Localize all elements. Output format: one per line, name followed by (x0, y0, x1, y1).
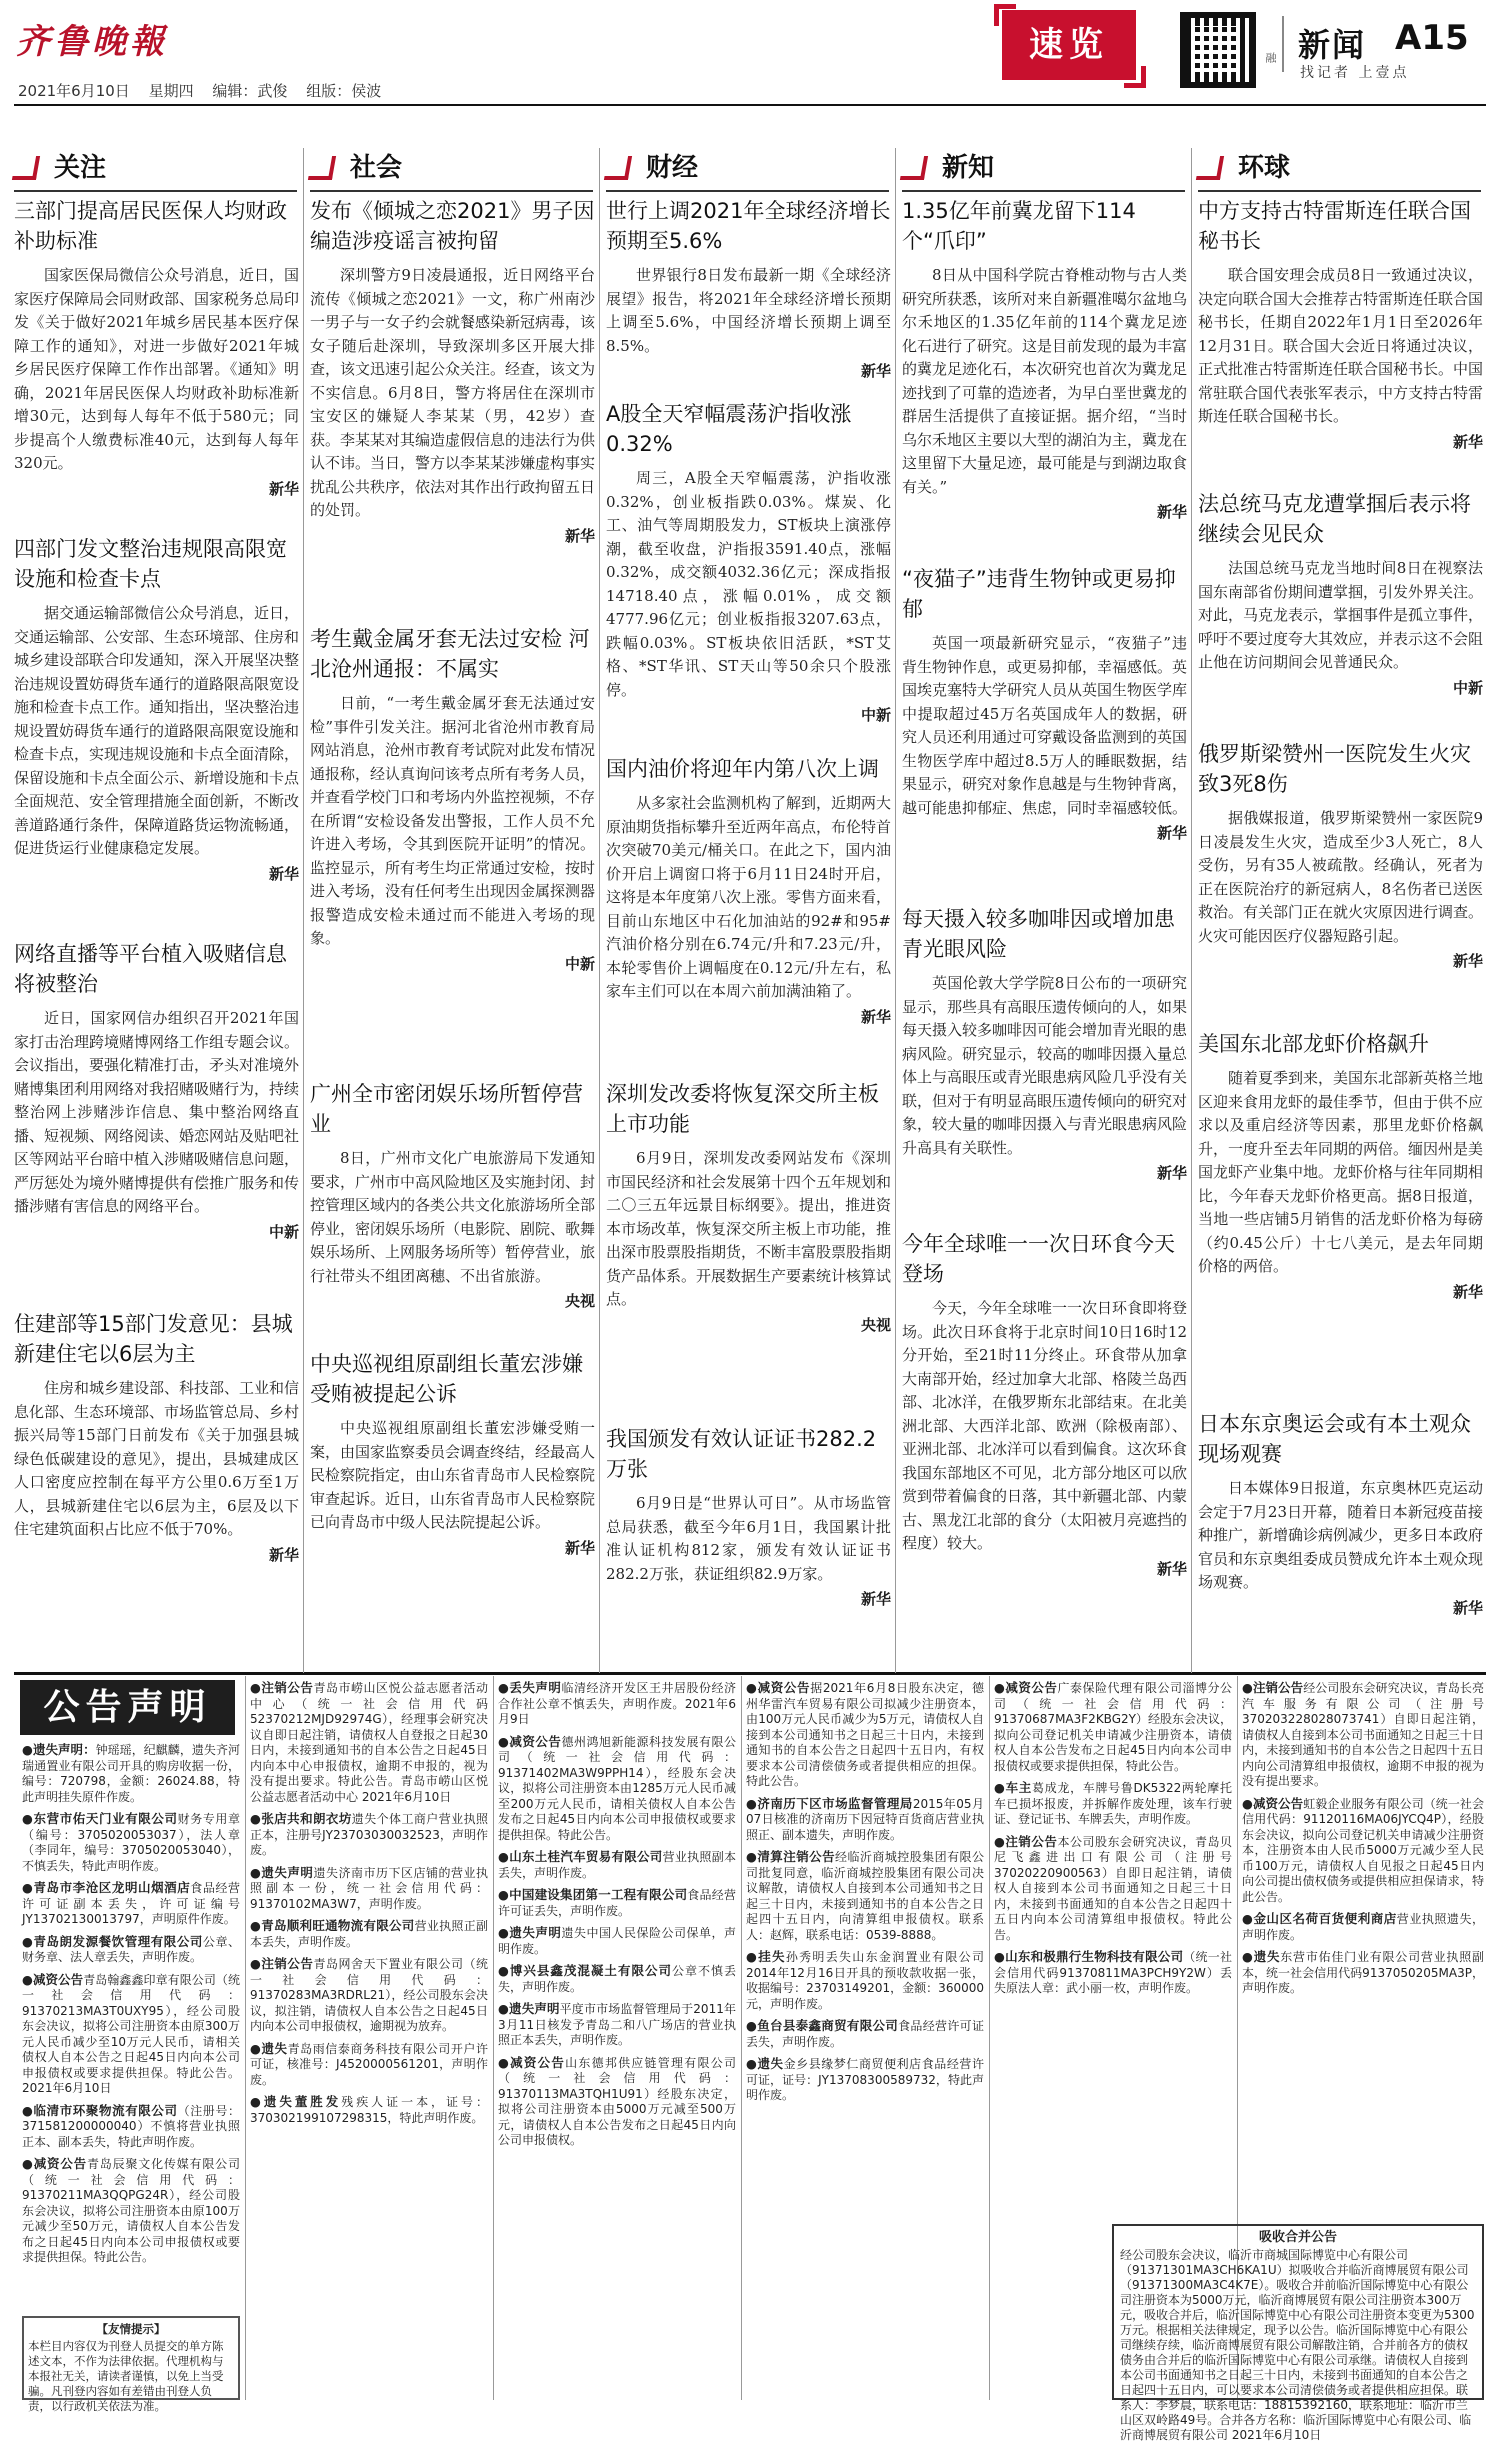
section-badge: 速览 (1002, 10, 1136, 80)
article-body: 周三，A股全天窄幅震荡，沪指收涨0.32%，创业板指跌0.03%。煤炭、化工、油气等周期股发力，ST板块上演涨停潮，截至收盘，沪指报3591.40点，涨幅0.32%，成交额4032.36亿元；深成指报14718.40点，涨幅0.01%，成交额4777.96亿元；创业板指报3207.63点，跌幅0.03%。ST板块依旧活跃，*ST艾格、*ST华讯、ST天山等50余只个股涨停。 (606, 469, 891, 699)
notice-text: 2015年05月07日核准的济南历下因冠特百货商店营业执照正、副本遗失，声明作废。 (746, 1796, 984, 1842)
legal-notice (250, 1918, 488, 1950)
article-source: 新华 (1452, 952, 1483, 970)
legal-notice (250, 1680, 488, 1805)
article-headline[interactable]: 四部门发文整治违规限高限宽设施和检查卡点 (14, 537, 287, 591)
article-source: 新华 (1156, 1559, 1187, 1578)
notice-text: （注册号：371581200000040）不慎将营业执照正本、副本丢失，特此声明作废。 (22, 2103, 240, 2149)
notice-text: 青岛网舍天下置业有限公司（统一社会信用代码：91370283MA3RDRL21），经公司股东会决议，拟注销，请债权人自本公告之日起45日内向本公司申报债权，逾期视为放弃。 (250, 1957, 488, 2033)
notice-heading: ●减资公告 (498, 1733, 562, 1749)
notice-text: 经公司股东会研究决议，青岛长亮汽车服务有限公司（注册号370203228028073741）自即日起注销，请债权人自接到本公司书面通知之日起三十日内，未接到通知书的自本公告之日起四十五日内向公司清算组申报债权，逾期不申报的视为没有提出要求。 (1242, 1681, 1484, 1788)
notice-text: 遗失中国人民保险公司保单，声明作废。 (498, 1926, 736, 1956)
column-title: 环球 (1238, 153, 1291, 183)
article-headline[interactable]: 三部门提高居民医保人均财政补助标准 (14, 199, 287, 253)
legal-notice (22, 1811, 240, 1874)
article-source: 新华 (1452, 1598, 1483, 1617)
notice-text: 平度市市场监督管理局于2011年3月11日核发予青岛二和八广场店的营业执照正本丢失，声明作废。 (498, 2002, 736, 2047)
article-source: 新华 (860, 1590, 891, 1608)
article[interactable] (606, 1424, 891, 1609)
notice-heading: ●减资公告 (1242, 1795, 1304, 1811)
article-source: 新华 (564, 526, 595, 545)
article-headline[interactable]: 中方支持古特雷斯连任联合国秘书长 (1198, 199, 1471, 253)
legal-notice (498, 1734, 736, 1844)
legal-notice (22, 1742, 240, 1805)
article-body: 法国总统马克龙当地时间8日在视察法国东南部省份期间遭掌掴，引发外界关注。对此，马克龙表示，掌掴事件是孤立事件，呼吁不要过度夸大其效应，并表示这不会阻止他在访问期间会见普通民众。 (1198, 559, 1484, 671)
notice-text: 钟瑶瑶，纪麒麟，遗失齐河瑞通置业有限公司开具的购房收据一份，编号：720798，金额：26024.88，特此声明挂失原件作废。 (22, 1743, 240, 1804)
legal-notice (22, 2103, 240, 2151)
newspaper-logo: 齐鲁晚報 (16, 22, 168, 62)
notice-text: 经临沂商城控股集团有限公司批复同意，临沂商城控股集团有限公司决议解散，请债权人自接到本公司通知书之日起三十日内，未接到通知书的自本公告之日起四十五日内，向清算组申报债权。联系人：赵辉，联系电话：0539-8888。 (746, 1850, 984, 1942)
notice-heading: ●遗失 (250, 2040, 288, 2056)
ad-column-4 (746, 1680, 984, 2400)
notice-text: 虹毅企业服务有限公司（统一社会信用代码：91120116MA06JYCQ4P），经股东会决议，拟向公司登记机关申请减少注册资本，注册资本由人民币5000万元减少至人民币100万元，请债权人自见报之日起45日内向公司提出债权债务或提供相应担保请求，特此公告。 (1242, 1796, 1484, 1904)
column-rule (14, 190, 297, 192)
notice-text: （统一社会信用代码91370811MA3PCH9Y2W）丢失原法人章：武小丽一枚，声明作废。 (994, 1950, 1232, 1995)
editor-credit: 编辑：武俊 (212, 82, 288, 100)
column-divider (895, 148, 896, 1673)
notice-heading: ●山东土桂汽车贸易有限公司 (498, 1849, 663, 1864)
article[interactable] (310, 624, 595, 974)
section-marker-icon (310, 154, 340, 184)
legal-notice (250, 1811, 488, 1859)
section-marker-icon (902, 154, 932, 184)
notice-heading: ●减资公告 (746, 1680, 811, 1695)
reporter-hotline: 找记者 上壹点 (1300, 65, 1410, 81)
article-headline[interactable]: “夜猫子”违背生物钟或更易抑郁 (902, 567, 1176, 621)
article-source: 新华 (1452, 1282, 1483, 1301)
article-source: 新华 (268, 1545, 299, 1564)
corner-bracket-icon (1124, 66, 1146, 88)
legal-notice (22, 1880, 240, 1928)
article[interactable] (1198, 1029, 1483, 1302)
article-headline[interactable]: 中央巡视组原副组长董宏涉嫌受贿被提起公诉 (310, 1352, 583, 1406)
article-headline[interactable]: 俄罗斯梁赞州一医院发生火灾致3死8伤 (1198, 742, 1471, 796)
notice-heading: ●挂失 (746, 1949, 786, 1964)
article-body: 联合国安理会成员8日一致通过决议，决定向联合国大会推荐古特雷斯连任联合国秘书长，任期自2022年1月1日至2026年12月31日。联合国大会近日将通过决议，正式批准古特雷斯连任联合国秘书长。中国常驻联合国代表张军表示，中方支持古特雷斯连任联合国秘书长。 (1198, 266, 1484, 425)
column-head-5 (1198, 148, 1481, 188)
notice-text: 青岛雨信泰商务科技有限公司开户许可证，核准号：J4520000561201，声明作废。 (250, 2041, 488, 2087)
article[interactable] (902, 1229, 1187, 1579)
article-source: 新华 (860, 1007, 891, 1026)
article-headline[interactable]: 住建部等15部门发意见：县城新建住宅以6层为主 (14, 1312, 293, 1366)
article[interactable] (902, 564, 1187, 843)
legal-notice (250, 1956, 488, 2035)
legal-notice (746, 1949, 984, 2012)
qr-code-icon[interactable] (1180, 12, 1256, 88)
article[interactable] (310, 196, 595, 546)
notice-heading: ●减资公告 (498, 2054, 566, 2070)
article-source: 新华 (268, 479, 299, 498)
article[interactable] (14, 939, 299, 1242)
article[interactable] (1198, 739, 1483, 971)
ad-divider (493, 1676, 494, 2400)
legal-notice (498, 2055, 736, 2149)
notice-text: 残疾人证一本，证号：370302199107298315，特此声明作废。 (250, 2095, 488, 2125)
column-title: 关注 (54, 153, 107, 183)
article-body: 6月9日，深圳发改委网站发布《深圳市国民经济和社会发展第十四个五年规划和二〇三五年远景目标纲要》。提出，推进资本市场改革，恢复深交所主板上市功能，推出深市股票股指期货，不断丰富股票股指期货产品体系。开展数据生产要素统计核算试点。 (606, 1149, 892, 1308)
notice-heading: ●遗失 (1242, 1949, 1281, 1964)
column-title: 财经 (646, 153, 699, 183)
article-source: 新华 (860, 362, 891, 380)
legal-notice (994, 1834, 1232, 1944)
legal-notice (250, 1865, 488, 1913)
notice-heading: ●东营市佑天门业有限公司 (22, 1811, 178, 1826)
article-headline[interactable]: 国内油价将迎年内第八次上调 (606, 757, 879, 781)
article-body: 随着夏季到来，美国东北部新英格兰地区迎来食用龙虾的最佳季节，但由于供不应求以及重启经济等因素，那里龙虾价格飙升，一度升至去年同期的两倍。缅因州是美国龙虾产业集中地。龙虾价格与往年同期相比，今年春天龙虾价格更高。据8日报道，当地一些店铺5月销售的活龙虾价格为每磅（约0.45公斤）十七八美元，是去年同期价格的两倍。 (1198, 1069, 1484, 1275)
notice-heading: ●减资公告 (22, 2156, 87, 2171)
notice-text: 德州鸿旭新能源科技发展有限公司（统一社会信用代码：91371402MA3W9PPH14），经股东会决议，拟将公司注册资本由1285万元人民币减至200万元人民币，请相关债权人自本公告发布之日起45日内向本公司申报债权或要求提供担保。特此公告。 (498, 1734, 736, 1842)
notice-text: 临清经济开发区王井居股份经济合作社公章不慎丢失，声明作废。2021年6月9日 (498, 1681, 736, 1726)
legal-notice (498, 2001, 736, 2049)
legal-notice (250, 2041, 488, 2089)
notice-heading: ●青岛顺利旺通物流有限公司 (250, 1918, 415, 1933)
legal-notice (994, 1780, 1232, 1828)
notice-heading: ●遗失声明： (22, 1742, 96, 1757)
notice-text: 食品经营许可证丢失，声明作废。 (498, 1888, 736, 1918)
article-body: 据交通运输部微信公众号消息，近日，交通运输部、公安部、生态环境部、住房和城乡建设部联合印发通知，深入开展坚决整治违规设置妨碍货车通行的道路限高限宽设施和检查卡点工作。通知指出，坚决整治违规设置妨碍货车通行的道路限高限宽设施和检查卡点，实现违规设施和卡点全面清除，保留设施和卡点全面公示、新增设施和卡点全面规范、安全管理措施全面创新，不断改善道路通行条件，保障道路货运物流畅通，促进货运行业健康稳定发展。 (14, 604, 300, 857)
column-divider (303, 148, 304, 1673)
legal-notice (498, 1680, 736, 1728)
column-title: 社会 (350, 153, 403, 183)
article-headline[interactable]: 网络直播等平台植入吸赌信息将被整治 (14, 942, 287, 996)
article-source: 新华 (1452, 432, 1483, 451)
legal-notice (994, 1680, 1232, 1774)
article-body: 6月9日是“世界认可日”。从市场监管总局获悉，截至今年6月1日，我国累计批准认证机构812家，颁发有效认证证书282.2万张，获证组织82.9万家。 (606, 1494, 891, 1583)
notice-body: 本栏目内容仅为刊登人员提交的单方陈述文本，不作为法律依据。代理机构与本报社无关，请读者谨慎，以免上当受骗。凡刊登内容如有差错由刊登人负责，以行政机关依法为准。 (28, 2339, 224, 2413)
notice-heading: ●鱼台县泰鑫商贸有限公司 (746, 2018, 899, 2033)
design-credit: 组版：侯波 (306, 82, 382, 100)
qr-label: 融 (1264, 52, 1277, 63)
ad-column-5 (994, 1680, 1232, 2220)
legal-notice (1242, 1949, 1484, 1997)
notice-text: 葛成龙，车牌号鲁DK5322两轮摩托车已损坏报废，并拆解作废处理，该车行驶证、登记证书、车牌丢失，声明作废。 (994, 1781, 1232, 1826)
article-headline[interactable]: 广州全市密闭娱乐场所暂停营业 (310, 1082, 583, 1136)
article-source: 中新 (564, 954, 595, 973)
article[interactable] (902, 196, 1187, 522)
notice-heading: ●山东和极鼎行生物科技有限公司 (994, 1949, 1184, 1964)
article-headline[interactable]: 发布《倾城之恋2021》男子因编造涉疫谣言被拘留 (310, 199, 595, 253)
legal-notice (994, 1949, 1232, 1997)
legal-notice (250, 2094, 488, 2126)
article[interactable] (1198, 196, 1483, 452)
legal-notice (746, 2056, 984, 2104)
notice-text: 孙秀明丢失山东金润置业有限公司2014年12月16日开具的预收款收据一张，收据编号：23703149201，金额：360000元，声明作废。 (746, 1950, 984, 2011)
ad-column-2 (250, 1680, 488, 2400)
article-body: 英国一项最新研究显示，“夜猫子”违背生物钟作息，或更易抑郁，幸福感低。英国埃克塞特大学研究人员从英国生物医学库中提取超过45万名英国成年人的数据，研究人员还利用通过可穿戴设备监测到的英国生物医学库中超过8.5万人的睡眠数据，结果显示，研究对象作息越是与生物钟背离，越可能患抑郁症、焦虑，同时幸福感较低。 (902, 634, 1188, 817)
friendly-notice (22, 2316, 240, 2413)
article[interactable] (606, 1079, 891, 1335)
column-head-4 (902, 148, 1185, 188)
ads-label: 公告声明 (20, 1680, 235, 1735)
article-headline[interactable]: 今年全球唯一一次日环食今天登场 (902, 1232, 1175, 1286)
legal-notice (498, 1925, 736, 1957)
notice-text: 青岛辰聚文化传媒有限公司（统一社会信用代码：91370211MA3QQPG24R），经公司股东会决议，拟将公司注册资本由原100万元减少至50万元，请债权人自本公告发布之日起45日内向本公司申报债权或要求提供担保。特此公告。 (22, 2157, 240, 2264)
legal-notice (498, 1887, 736, 1919)
article-source: 新华 (564, 1538, 595, 1557)
notice-heading: ●中国建设集团第一工程有限公司 (498, 1887, 688, 1902)
notice-heading: ●遗失声明 (498, 1925, 562, 1940)
notice-heading: ●遗失 (746, 2056, 784, 2071)
notice-text: 青岛翰鑫鑫印章有限公司（统一社会信用代码：91370213MA3T0UXY95），经公司股东会决议，拟将公司注册资本由原300万元人民币减少至10万元人民币，请相关债权人自本公告之日起45日内向本公司申报债权或要求提供担保。特此公告。2021年6月10日 (22, 1972, 240, 2095)
article-headline[interactable]: 每天摄入较多咖啡因或增加患青光眼风险 (902, 907, 1175, 961)
legal-notice (746, 1796, 984, 1844)
notice-heading: ●减资公告 (22, 1971, 84, 1987)
ad-divider (245, 1676, 246, 2400)
article-source: 央视 (860, 1315, 891, 1334)
article[interactable] (14, 196, 299, 499)
article-source: 新华 (1156, 824, 1187, 842)
notice-text: 遗失个体工商户营业执照正本，注册号JY23703030032523，声明作废。 (250, 1812, 488, 1857)
article[interactable] (310, 1349, 595, 1558)
masthead (0, 0, 1500, 110)
article-source: 新华 (1156, 1164, 1187, 1182)
section-marker-icon (14, 154, 44, 184)
legal-notice (498, 1963, 736, 1995)
notice-heading: ●丢失声明 (498, 1680, 562, 1695)
article[interactable] (310, 1079, 595, 1311)
notice-text: 财务专用章（编号：3705020053037），法人章（李同年，编号：3705020053040），不慎丢失，特此声明作废。 (22, 1812, 240, 1873)
notice-text: 金乡县缘梦仁商贸便利店食品经营许可证，证号：JY13708300589732，特此声明作废。 (746, 2057, 984, 2102)
article[interactable] (606, 399, 891, 725)
legal-notice (22, 1934, 240, 1966)
article-headline[interactable]: 深圳发改委将恢复深交所主板上市功能 (606, 1082, 879, 1136)
column-divider (1191, 148, 1192, 1673)
article-headline[interactable]: 法总统马克龙遭掌掴后表示将继续会见民众 (1198, 492, 1471, 546)
article-headline[interactable]: A股全天窄幅震荡沪指收涨0.32% (606, 402, 852, 456)
article-body: 中央巡视组原副组长董宏涉嫌受贿一案，由国家监察委员会调查终结，经最高人民检察院指定，由山东省青岛市人民检察院审查起诉。近日，山东省青岛市人民检察院已向青岛市中级人民法院提起公诉。 (310, 1419, 596, 1531)
article-body: 8日从中国科学院古脊椎动物与古人类研究所获悉，该所对来自新疆准噶尔盆地乌尔禾地区的1.35亿年前的114个冀龙足迹化石进行了研究。这是目前发现的最为丰富的冀龙足迹化石，本次研究也首次为冀龙足迹找到了可靠的造迹者，为早白垩世冀龙的群居生活提供了直接证据。据介绍，“当时乌尔禾地区主要以大型的湖泊为主，冀龙在这里留下大量足迹，最可能是与到湖边取食有关。” (902, 266, 1188, 496)
column-head-2 (310, 148, 593, 188)
article-body: 从多家社会监测机构了解到，近期两大原油期货指标攀升至近两年高点，布伦特首次突破70美元/桶关口。在此之下，国内油价开启上调窗口将于6月11日24时开启，这将是本年度第八次上涨。零售方面来看，目前山东地区中石化加油站的92#和95#汽油价格分别在6.74元/升和7.23元/升，本轮零售价上调幅度在0.12元/升左右，私家车主们可以在本周六前加满油箱了。 (606, 794, 892, 1000)
merger-body: 经公司股东会决议，临沂市商城国际博览中心有限公司（91371301MA3CH6KA1U）拟吸收合并临沂商博展贸有限公司（91371300MA3C4K7E）。吸收合并前临沂国际博览中心有限公司注册资本为5000万元，临沂商博展贸有限公司注册资本300万元，吸收合并后，临沂国际博览中心有限公司注册资本变更为5300万元。根据相关法律规定，现予以公告。临沂国际博览中心有限公司继续存续，临沂商博展贸有限公司解散注销，合并前各方的债权债务由合并后的临沂国际博览中心有限公司承继。请债权人自接到本公司书面通知书之日起三十日内，未接到书面通知的自本公告之日起四十五日内，可以要求本公司清偿债务或者提供相应担保。联系人：李梦晨，联系电话：18815392160，联系地址：临沂市兰山区双岭路49号。合并各方名称：临沂国际博览中心有限公司、临沂商博展贸有限公司 2021年6月10日 (1120, 2248, 1475, 2442)
legal-notice (746, 1849, 984, 1943)
section-marker-icon (1198, 154, 1228, 184)
legal-notice (22, 1972, 240, 2097)
article-body: 英国伦敦大学学院8日公布的一项研究显示，那些具有高眼压遗传倾向的人，如果每天摄入较多咖啡因可能会增加青光眼的患病风险。研究显示，较高的咖啡因摄入量总体上与高眼压或青光眼患病风险几乎没有关联，但对于有明显高眼压遗传倾向的研究对象，较大量的咖啡因摄入与青光眼患病风险升高具有关联性。 (902, 974, 1188, 1157)
top-rule (14, 104, 1486, 106)
legal-notice (1242, 1796, 1484, 1906)
column-rule (1198, 190, 1481, 192)
notice-text: 公章、财务章、法人章丢失，声明作废。 (22, 1934, 240, 1964)
article[interactable] (1198, 1409, 1483, 1618)
ad-column-1 (22, 1742, 240, 2312)
article-body: 日前，“一考生戴金属牙套无法通过安检”事件引发关注。据河北省沧州市教育局网站消息，沧州市教育考试院对此发布情况通报称，经认真询问该考点所有考务人员，并查看学校门口和考场内外监控视频，不存在所谓“安检设备发出警报，工作人员不允许进入考场，令其到医院开证明”的情况。监控显示，所有考生均正常通过安检，按时进入考场，没有任何考生出现因金属探测器报警造成安检未通过而不能进入考场的现象。 (310, 694, 596, 947)
article-headline[interactable]: 我国颁发有效认证证书282.2万张 (606, 1427, 877, 1481)
article[interactable] (902, 904, 1187, 1183)
column-title: 新知 (942, 153, 995, 183)
notice-heading: ●张店共和朗衣坊 (250, 1811, 352, 1826)
notice-text: 山东德邦供应链管理有限公司（统一社会信用代码：91370113MA3TQH1U91）经股东决定，拟将公司注册资本由5000万元减至500万元，请债权人自本公告发布之日起45日内向公司申报债权。 (498, 2055, 736, 2147)
article[interactable] (606, 196, 891, 381)
column-divider (599, 148, 600, 1673)
article[interactable] (606, 754, 891, 1027)
notice-text: 本公司股东会研究决议，青岛贝尼飞鑫进出口有限公司（注册号37020220900563）自即日起注销，请债权人自接到本公司书面通知之日起三十日内，未接到书面通知的自本公告之日起四十五日内向本公司清算组申报债权。特此公告。 (994, 1834, 1232, 1942)
notice-text: 营业执照副本丢失，声明作废。 (498, 1850, 736, 1880)
legal-notice (746, 2018, 984, 2050)
column-head-1 (14, 148, 297, 188)
notice-text: 东营市佑佳门业有限公司营业执照副本，统一社会信用代码9137050205MA3P，声明作废。 (1242, 1950, 1484, 1995)
article-headline[interactable]: 日本东京奥运会或有本土观众现场观赛 (1198, 1412, 1471, 1466)
notice-heading: ●减资公告 (994, 1680, 1058, 1695)
article-source: 新华 (268, 864, 299, 883)
divider (1282, 16, 1284, 72)
dateline (18, 80, 395, 101)
notice-heading: ●车主 (994, 1780, 1032, 1795)
ad-column-3 (498, 1680, 736, 2400)
ad-column-6 (1242, 1680, 1484, 2220)
notice-text: 公章不慎丢失，声明作废。 (498, 1964, 736, 1994)
notice-text: 据2021年6月8日股东决定，德州华雷汽车贸易有限公司拟减少注册资本，由100万元人民币减少为5万元，请债权人自接到本公司通知书之日起三十日内，未接到通知书的自本公告之日起四十五日内，有权要求本公司清偿债务或者提供相应的担保。特此公告。 (746, 1681, 984, 1788)
article[interactable] (14, 1309, 299, 1565)
article[interactable] (1198, 489, 1483, 698)
column-head-3 (606, 148, 889, 188)
legal-notice (498, 1849, 736, 1881)
article-body: 深圳警方9日凌晨通报，近日网络平台流传《倾城之恋2021》一文，称广州南沙一男子与一女子约会就餐感染新冠病毒，该女子随后赴深圳，导致深圳多区开展大排查，该文迅速引起公众关注。经查，该文为不实信息。6月8日，警方将居住在深圳市宝安区的嫌疑人李某某（男，42岁）查获。李某某对其编造虚假信息的违法行为供认不讳。当日，警方以李某某涉嫌虚构事实扰乱公共秩序，依法对其作出行政拘留五日的处罚。 (310, 266, 596, 519)
notice-heading: ●注销公告 (1242, 1680, 1304, 1695)
column-rule (606, 190, 889, 192)
notice-heading: ●遗失声明 (498, 2001, 560, 2016)
article-body: 据俄媒报道，俄罗斯梁赞州一家医院9日凌晨发生火灾，造成至少3人死亡，8人受伤，另有35人被疏散。经确认，死者为正在医院治疗的新冠病人，8名伤者已送医救治。有关部门正在就火灾原因进行调查。火灾可能因医疗仪器短路引起。 (1198, 809, 1484, 945)
notice-heading: ●注销公告 (250, 1680, 314, 1695)
section-marker-icon (606, 154, 636, 184)
notice-text: 食品经营许可证副本丢失，许可证编号JY13702130013797，声明原件作废。 (22, 1881, 240, 1926)
merger-notice (1112, 2224, 1484, 2442)
notice-text: 食品经营许可证丢失，声明作废。 (746, 2019, 984, 2049)
notice-heading: ●注销公告 (994, 1833, 1058, 1849)
notice-heading: ●济南历下区市场监督管理局 (746, 1795, 913, 1811)
issue-date: 2021年6月10日 (18, 82, 130, 100)
article-body: 今天，今年全球唯一一次日环食即将登场。此次日环食将于北京时间10日16时12分开始，至21时11分终止。环食带从加拿大南部开始，经过加拿大北部、格陵兰岛西部、北冰洋，在俄罗斯东北部结束。在北美洲北部、大西洋北部、欧洲（除极南部）、亚洲北部、北冰洋可以看到偏食。这次环食我国东部地区不可见，北方部分地区可以欣赏到带着偏食的日落，其中新疆北部、内蒙古、黑龙江北部的食分（太阳被月亮遮挡的程度）较大。 (902, 1299, 1188, 1552)
notice-text: 青岛市崂山区悦公益志愿者活动中心（统一社会信用代码52370212MJD92974G），经理事会研究决议自即日起注销，请债权人自登报之日起30日内，未接到通知书的自本公告之日起45日内向本中心申报债权，逾期不申报的，视为没有提出要求。特此公告。青岛市崂山区悦公益志愿者活动中心 2021年6月10日 (250, 1681, 488, 1804)
article-source: 央视 (564, 1292, 595, 1310)
article-body: 8日，广州市文化广电旅游局下发通知要求，广州市中高风险地区及实施封闭、封控管理区域内的各类公共文化旅游场所全部停业，密闭娱乐场所（电影院、剧院、歌舞娱乐场所、上网服务场所等）暂停营业，旅行社带头不组团离穗、不出省旅游。 (310, 1149, 596, 1285)
article-headline[interactable]: 1.35亿年前冀龙留下114个“爪印” (902, 199, 1136, 253)
article-source: 中新 (268, 1222, 299, 1241)
ad-divider (989, 1676, 990, 2400)
notice-heading: ●博兴县鑫茂混凝土有限公司 (498, 1963, 672, 1978)
issue-weekday: 星期四 (148, 82, 194, 100)
notice-heading: ●青岛市李沧区龙明山烟酒店 (22, 1880, 191, 1895)
column-rule (310, 190, 593, 192)
notice-heading: ●遗失董胜发 (250, 2094, 342, 2109)
article-source: 中新 (1452, 678, 1483, 697)
article-body: 国家医保局微信公众号消息，近日，国家医疗保障局会同财政部、国家税务总局印发《关于做好2021年城乡居民基本医疗保障工作的通知》，对进一步做好2021年城乡居民医疗保障工作作出部署。《通知》明确，2021年居民医保人均财政补助标准新增30元，达到每人每年不低于580元；同步提高个人缴费标准40元，达到每人每年320元。 (14, 266, 300, 472)
legal-notice (746, 1680, 984, 1790)
page-number: A15 (1395, 18, 1469, 58)
section-name: 新闻 (1298, 26, 1367, 64)
article-body: 日本媒体9日报道，东京奥林匹克运动会定于7月23日开幕，随着日本新冠疫苗接种推广，新增确诊病例减少，更多日本政府官员和东京奥组委成员赞成允许本土观众现场观赛。 (1198, 1479, 1484, 1591)
article-body: 住房和城乡建设部、科技部、工业和信息化部、生态环境部、市场监管总局、乡村振兴局等15部门日前发布《关于加强县城绿色低碳建设的意见》，提出，县城建成区人口密度应控制在每平方公里0.6万至1万人，县城新建住宅以6层为主，6层及以下住宅建筑面积占比应不低于70%。 (14, 1379, 300, 1538)
legal-notice (1242, 1911, 1484, 1943)
notice-heading: ●注销公告 (250, 1956, 314, 1971)
article-body: 近日，国家网信办组织召开2021年国家打击治理跨境赌博网络工作组专题会议。会议指出，要强化精准打击，矛头对准境外赌博集团利用网络对我招赌吸赌行为，持续整治网上涉赌涉诈信息、集中整治网络直播、短视频、网络阅读、婚恋网站及贴吧社区等网站平台暗中植入涉赌吸赌信息问题，严厉惩处为境外赌博提供有偿推广服务和传播涉赌有害信息的网络平台。 (14, 1009, 300, 1215)
notice-title: 【友情提示】 (96, 2322, 166, 2336)
article-body: 世界银行8日发布最新一期《全球经济展望》报告，将2021年全球经济增长预期上调至5.6%，中国经济增长预期上调至8.5%。 (606, 266, 891, 355)
article-headline[interactable]: 世行上调2021年全球经济增长预期至5.6% (606, 199, 891, 253)
notice-text: 营业执照遗失，声明作废。 (1242, 1912, 1484, 1942)
notice-text: 遗失济南市历下区店铺的营业执照副本一份，统一社会信用代码：91370102MA3W7，声明作废。 (250, 1865, 488, 1911)
notice-heading: ●金山区名荷百货便利商店 (1242, 1911, 1397, 1926)
legal-notice (1242, 1680, 1484, 1790)
article-headline[interactable]: 美国东北部龙虾价格飙升 (1198, 1032, 1429, 1056)
notice-heading: ●青岛朗发源餐饮管理有限公司 (22, 1933, 203, 1949)
ad-divider (741, 1676, 742, 2400)
article-headline[interactable]: 考生戴金属牙套无法过安检 河北沧州通报：不属实 (310, 627, 590, 681)
notice-text: 广泰保险代理有限公司淄博分公司（统一社会信用代码：91370687MA3F2KBG2Y）经股东会决议，拟向公司登记机关申请减少注册资本，请债权人自本公告发布之日起45日内向本公司申报债权或要求提供担保，特此公告。 (994, 1681, 1232, 1773)
notice-heading: ●遗失声明 (250, 1864, 314, 1880)
article[interactable] (14, 534, 299, 884)
notice-heading: ●临清市环聚物流有限公司 (22, 2102, 178, 2118)
notice-heading: ●清算注销公告 (746, 1849, 836, 1864)
notice-text: 营业执照正副本丢失，声明作废。 (250, 1919, 488, 1949)
article-source: 中新 (860, 706, 891, 724)
column-rule (902, 190, 1185, 192)
legal-notice (22, 2156, 240, 2266)
merger-title: 吸收合并公告 (1258, 2230, 1337, 2245)
article-source: 新华 (1156, 503, 1187, 521)
